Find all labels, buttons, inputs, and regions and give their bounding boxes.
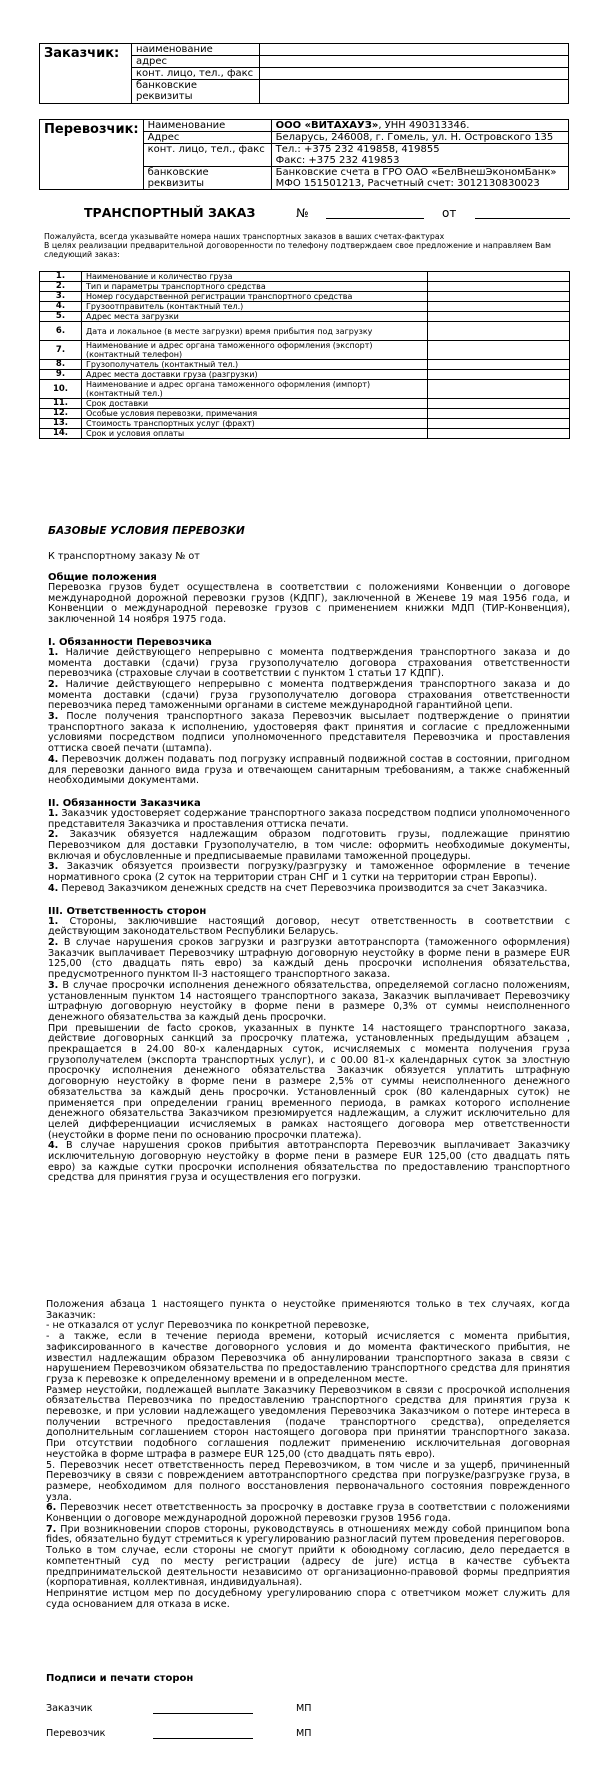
- clause: [48, 938, 570, 981]
- intro-line: Пожалуйста, всегда указывайте номера наших транспортных заказов в ваших счетах-фактурах: [44, 232, 445, 241]
- sign-stamp-label: МП: [296, 1728, 312, 1739]
- order-item-value[interactable]: [428, 399, 570, 409]
- clause-text: Только в том случае, если стороны не смогут прийти к обоюдному согласию, дело передается в компетентный суд по месту регистрации (адресу de jure) истца в качестве субъекта предпринимательской деятельности независимо от организационно-правовой формы предприятия (корпоративная, коллективная, индивидуальная).: [46, 1545, 570, 1589]
- clause-text: Перевод Заказчиком денежных средств на счет Перевозчика производится за счет Заказчика.: [58, 882, 548, 894]
- section3-title: III. Ответственность сторон: [48, 905, 207, 917]
- order-item-label: Дата и локальное (в месте загрузки) время прибытия под загрузку: [82, 322, 428, 341]
- clause: [46, 1386, 570, 1461]
- customer-value[interactable]: [260, 68, 569, 80]
- section2-title: II. Обязанности Заказчика: [48, 797, 201, 809]
- order-item-number: 5.: [40, 312, 82, 322]
- order-item-row: [40, 322, 570, 341]
- order-item-label: Адрес места доставки груза (разгрузки): [82, 370, 428, 380]
- order-item-number: 11.: [40, 399, 82, 409]
- order-item-value[interactable]: [428, 282, 570, 292]
- clause-number: 2.: [48, 678, 59, 690]
- section2-text: [48, 809, 570, 895]
- terms-tail: [46, 1300, 570, 1610]
- clause-text: Наличие действующего непрерывно с момента подтверждения транспортного заказа и до момента доставки (сдачи) груза грузополучателю договора страхования ответственности перевозчика (страховые случаи в соответствии с пунктом 1 статьи 17 КДПГ).: [48, 646, 570, 680]
- clause: [48, 981, 570, 1024]
- clause: [48, 712, 570, 755]
- clause-text: 5. Перевозчик несет ответственность перед Перевозчиком, в том числе и за ущерб, причиненный Перевозчику в связи с повреждением автотранспортного средства при погрузке/разгрузке груза, в размере, необходимом для полного восстановления первоначального состояния поврежденного узла.: [46, 1459, 570, 1503]
- order-item-number: 10.: [40, 380, 82, 399]
- order-item-number: 8.: [40, 360, 82, 370]
- order-item-row: [40, 312, 570, 322]
- carrier-field: конт. лицо, тел., факс: [143, 144, 271, 167]
- order-item-number: 1.: [40, 272, 82, 282]
- clause-number: 7.: [46, 1523, 57, 1535]
- order-item-row: [40, 272, 570, 282]
- terms-ref: К транспортному заказу № от: [48, 551, 200, 562]
- intro-text: [44, 232, 570, 259]
- clause-number: 3.: [48, 711, 59, 723]
- sign-carrier-line[interactable]: [153, 1738, 253, 1739]
- clause-number: 4.: [48, 753, 59, 765]
- order-item-value[interactable]: [428, 429, 570, 439]
- order-date-label: от: [442, 206, 457, 220]
- order-item-value[interactable]: [428, 322, 570, 341]
- clause-text: В случае нарушения сроков прибытия автотранспорта Перевозчик выплачивает Заказчику исключительную договорную неустойку в форме пени в размере EUR 125,00 (сто двадцать пять евро) за каждые сутки просрочки исполнения обязательства по предоставлению транспортного средства для принятия груза и осуществления его погрузки.: [48, 1140, 570, 1184]
- clause: [46, 1332, 570, 1386]
- clause-text: В случае просрочки исполнения денежного обязательства, определяемой согласно положениям, установленным пунктом 14 настоящего транспортного заказа, Заказчик выплачивает Перевозчику штрафную договорную неустойку в форме пени в размере 0,3% от суммы неисполненного денежного обязательства за каждый день просрочки.: [48, 979, 570, 1023]
- carrier-name: ООО «ВИТАХАУЗ»: [275, 120, 379, 131]
- clause-text: Перевозчик несет ответственность за просрочку в доставке груза в соответствии с положениями Конвенции о договоре международной дорожной перевозки грузов 1956 года.: [46, 1502, 570, 1525]
- general-title: Общие положения: [48, 572, 157, 583]
- clause-number: 1.: [48, 807, 59, 819]
- clause-text: Наличие действующего непрерывно с момента подтверждения транспортного заказа и до момента доставки (сдачи) груза грузополучателю договора страхования ответственности перевозчика перед таможенными органами в системе международной гарантийной цепи.: [48, 678, 570, 712]
- clause-text: Заказчик обязуется произвести погрузку/разгрузку и таможенное оформление в течение нормативного срока (2 суток на территории стран СНГ и 1 сутки на территории стран Европы).: [48, 861, 570, 884]
- order-item-label: Адрес места загрузки: [82, 312, 428, 322]
- sign-party-label: Перевозчик: [46, 1728, 106, 1739]
- clause-number: 2.: [48, 829, 59, 841]
- clause-text: После получения транспортного заказа Перевозчик высылает подтверждение о принятии транспортного заказа к исполнению, удостоверяя факт принятия и согласие с предложенными условиями посредством подписи уполномоченного представителя Перевозчика и проставления оттиска своей печати (штампа).: [48, 711, 570, 755]
- general-text: Перевозка грузов будет осуществлена в соответствии с положениями Конвенции о договоре международной дорожной перевозки грузов (КДПГ), заключенной в Женеве 19 мая 1956 года, и Конвенции о международной перевозке грузов с применением книжки МДП (ТИР-Конвенция), заключенной 14 ноября 1975 года.: [48, 582, 570, 626]
- order-item-row: [40, 399, 570, 409]
- order-item-label: Наименование и адрес органа таможенного оформления (экспорт) (контактный телефон): [82, 341, 428, 360]
- order-number-field[interactable]: [326, 218, 424, 219]
- clause-text: Стороны, заключившие настоящий договор, несут ответственность в соответствии с действующим законодательством Республики Беларусь.: [48, 915, 570, 938]
- customer-value[interactable]: [260, 44, 569, 56]
- carrier-field: Адрес: [143, 132, 271, 144]
- order-item-label: Особые условия перевозки, примечания: [82, 409, 428, 419]
- order-item-row: [40, 370, 570, 380]
- order-item-label: Грузополучатель (контактный тел.): [82, 360, 428, 370]
- clause-text: Заказчик удостоверяет содержание транспортного заказа посредством подписи уполномоченного представителя Заказчика и проставления оттиска печати.: [48, 807, 570, 830]
- order-item-number: 13.: [40, 419, 82, 429]
- clause-number: 2.: [48, 936, 59, 948]
- order-item-row: [40, 282, 570, 292]
- sign-carrier: [46, 1728, 105, 1739]
- customer-table: [39, 43, 569, 104]
- order-item-row: [40, 409, 570, 419]
- carrier-value: [271, 120, 568, 132]
- order-item-label: Номер государственной регистрации транспортного средства: [82, 292, 428, 302]
- carrier-label: Перевозчик:: [40, 120, 144, 190]
- section1-text: [48, 648, 570, 787]
- terms-title: БАЗОВЫЕ УСЛОВИЯ ПЕРЕВОЗКИ: [48, 525, 245, 537]
- clause-text: Положения абзаца 1 настоящего пункта о неустойке применяются только в тех случаях, когда Заказчик:: [46, 1299, 570, 1321]
- clause-text: - не отказался от услуг Перевозчика по конкретной перевозке,: [46, 1320, 370, 1332]
- order-item-row: [40, 360, 570, 370]
- section1-title: I. Обязанности Перевозчика: [48, 636, 212, 648]
- order-item-number: 4.: [40, 302, 82, 312]
- carrier-value: Тел.: +375 232 419858, 419855 Факс: +375 232 419853: [271, 144, 568, 167]
- carrier-value: Беларусь, 246008, г. Гомель, ул. Н. Островского 135: [271, 132, 568, 144]
- clause-number: 3.: [48, 979, 59, 991]
- customer-value[interactable]: [260, 56, 569, 68]
- order-item-value[interactable]: [428, 370, 570, 380]
- clause-text: Размер неустойки, подлежащей выплате Заказчику Перевозчиком в связи с просрочкой исполнения обязательства Перевозчика по предоставлению транспортного средства для принятия груза к перевозке, и при условии надлежащего уведомления Перевозчика Заказчиком о потере интереса в получении встречного предоставления (подаче транспортного средства), определяется дополнительным соглашением сторон настоящего договора при принятии транспортного заказа. При отсутствии подобного соглашения подлежит применению исключительная договорная неустойка в форме штрафа в размере EUR 125,00 (сто двадцать пять евро).: [46, 1384, 570, 1460]
- carrier-unn: , УНН 490313346.: [378, 120, 470, 131]
- order-item-value[interactable]: [428, 409, 570, 419]
- clause-number: 1.: [48, 915, 59, 927]
- order-item-number: 9.: [40, 370, 82, 380]
- order-item-label: Наименование и адрес органа таможенного оформления (импорт) (контактный тел.): [82, 380, 428, 399]
- clause-number: 3.: [48, 861, 59, 873]
- clause-number: 4.: [48, 882, 59, 894]
- clause-number: 1.: [48, 646, 59, 658]
- order-item-row: [40, 292, 570, 302]
- order-item-number: 2.: [40, 282, 82, 292]
- customer-value[interactable]: [260, 80, 569, 104]
- order-item-number: 6.: [40, 322, 82, 341]
- clause-text: Непринятие истцом мер по досудебному урегулированию спора с ответчиком может служить для суда основанием для отказа в иске.: [46, 1587, 570, 1610]
- clause-text: Перевозчик должен подавать под погрузку исправный подвижной состав в состоянии, пригодном для перевозки данного вида груза и отвечающем санитарным требованиям, а также снабженный необходимыми документами.: [48, 753, 570, 787]
- clause: [46, 1461, 570, 1504]
- order-items-table: [39, 271, 570, 439]
- order-item-number: 7.: [40, 341, 82, 360]
- carrier-field: Наименование: [143, 120, 271, 132]
- carrier-table: [39, 119, 569, 190]
- order-item-value[interactable]: [428, 360, 570, 370]
- sign-stamp-label: МП: [296, 1703, 312, 1714]
- clause: [48, 680, 570, 712]
- clause: [48, 917, 570, 938]
- clause: [48, 648, 570, 680]
- order-item-value[interactable]: [428, 292, 570, 302]
- order-item-value[interactable]: [428, 312, 570, 322]
- clause: [46, 1546, 570, 1589]
- clause-text: В случае нарушения сроков загрузки и разгрузки автотранспорта (таможенного оформления) Заказчик выплачивает Перевозчику штрафную договорную неустойку в форме пени в размере EUR 125,00 (сто двадцать пять евро) за каждый день просрочки исполнения обязательства, предусмотренного пунктом II-3 настоящего транспортного заказа.: [48, 936, 570, 981]
- order-item-value[interactable]: [428, 419, 570, 429]
- order-item-number: 3.: [40, 292, 82, 302]
- order-item-row: [40, 341, 570, 360]
- customer-field: адрес: [132, 56, 260, 68]
- clause: [46, 1589, 570, 1610]
- order-item-label: Наименование и количество груза: [82, 272, 428, 282]
- clause: [46, 1503, 570, 1524]
- section3-text: [48, 917, 570, 1185]
- sign-customer: [46, 1703, 93, 1714]
- clause: [48, 755, 570, 787]
- order-item-value[interactable]: [428, 341, 570, 360]
- order-item-label: Тип и параметры транспортного средства: [82, 282, 428, 292]
- carrier-field: банковские реквизиты: [143, 167, 271, 190]
- clause: [48, 1024, 570, 1142]
- clause-text: Заказчик обязуется надлежащим образом подготовить грузы, подлежащие принятию Перевозчиком для доставки Грузополучателю, в том числе: оформить необходимые документы, включая и обусловленные и предписываемые правилами таможенной процедуры.: [48, 829, 570, 862]
- customer-label: Заказчик:: [40, 44, 132, 104]
- order-item-value[interactable]: [428, 380, 570, 399]
- clause: [46, 1300, 570, 1321]
- terms-body: [48, 572, 570, 1184]
- customer-field: конт. лицо, тел., факс: [132, 68, 260, 80]
- order-item-number: 12.: [40, 409, 82, 419]
- customer-field: наименование: [132, 44, 260, 56]
- clause: [48, 862, 570, 883]
- intro-line: В целях реализации предварительной договоренности по телефону подтверждаем свое предложение и направляем Вам следующий заказ:: [44, 241, 551, 259]
- order-item-value[interactable]: [428, 272, 570, 282]
- clause: [48, 830, 570, 862]
- sign-title: Подписи и печати сторон: [46, 1673, 194, 1684]
- clause-text: - а также, если в течение периода времени, который исчисляется с момента прибытия, зафиксированного в качестве договорного условия и до момента фактического прибытия, не известил надлежащим образом Перевозчика об аннулировании транспортного заказа в связи с нарушением Перевозчиком обязательства по предоставлению транспортного средства для принятия груза к перевозке к определенному времени и в определенном месте.: [46, 1331, 570, 1385]
- customer-field: банковские реквизиты: [132, 80, 260, 104]
- clause: [48, 809, 570, 830]
- clause-number: 4.: [48, 1140, 59, 1152]
- order-item-row: [40, 380, 570, 399]
- clause-text: При возникновении споров стороны, руководствуясь в отношениях между собой принципом bona fides, обязательно будут стремиться к урегулированию разногласий путем проведения переговоров.: [46, 1523, 570, 1546]
- order-item-row: [40, 302, 570, 312]
- carrier-value: Банковские счета в ГРО ОАО «БелВнешЭкономБанк» МФО 151501213, Расчетный счет: 3012130830023: [271, 167, 568, 190]
- sign-party-label: Заказчик: [46, 1703, 93, 1714]
- order-item-label: Грузоотправитель (контактный тел.): [82, 302, 428, 312]
- clause: [46, 1525, 570, 1546]
- order-item-label: Срок доставки: [82, 399, 428, 409]
- order-item-row: [40, 429, 570, 439]
- clause: [48, 884, 570, 895]
- order-date-field[interactable]: [475, 218, 570, 219]
- order-number-label: №: [296, 206, 309, 220]
- clause: [48, 1141, 570, 1184]
- clause-number: 6.: [46, 1502, 57, 1514]
- sign-customer-line[interactable]: [153, 1713, 253, 1714]
- clause-text: При превышении de facto сроков, указанных в пункте 14 настоящего транспортного заказа, действие договорных санкций за просрочку платежа, установленных предыдущим абзацем , прекращается в 24.00 80-х календарных суток, исчисляемых с момента получения груза грузополучателем (экспорта транспортных услуг), и с 00.00 81-х календарных суток за злостную просрочку исполнения денежного обязательства Заказчик обязуется уплатить штрафную договорную неустойку в форме пени в размере 2,5% от суммы неисполненного денежного обязательства за каждый день просрочки. Установленный срок (80 календарных суток) не применяется при определении границ временного периода, в рамках которого исполнение денежного обязательства Заказчиком презюмируется надлежащим, а служит исключительно для целей дифференциации исчисляемых в рамках настоящего договора мер ответственности (неустойки в форме пени по основанию просрочки платежа).: [48, 1022, 570, 1141]
- order-item-label: Стоимость транспортных услуг (фрахт): [82, 419, 428, 429]
- order-item-value[interactable]: [428, 302, 570, 312]
- order-title: ТРАНСПОРТНЫЙ ЗАКАЗ: [84, 205, 256, 220]
- order-item-label: Срок и условия оплаты: [82, 429, 428, 439]
- order-item-row: [40, 419, 570, 429]
- order-item-number: 14.: [40, 429, 82, 439]
